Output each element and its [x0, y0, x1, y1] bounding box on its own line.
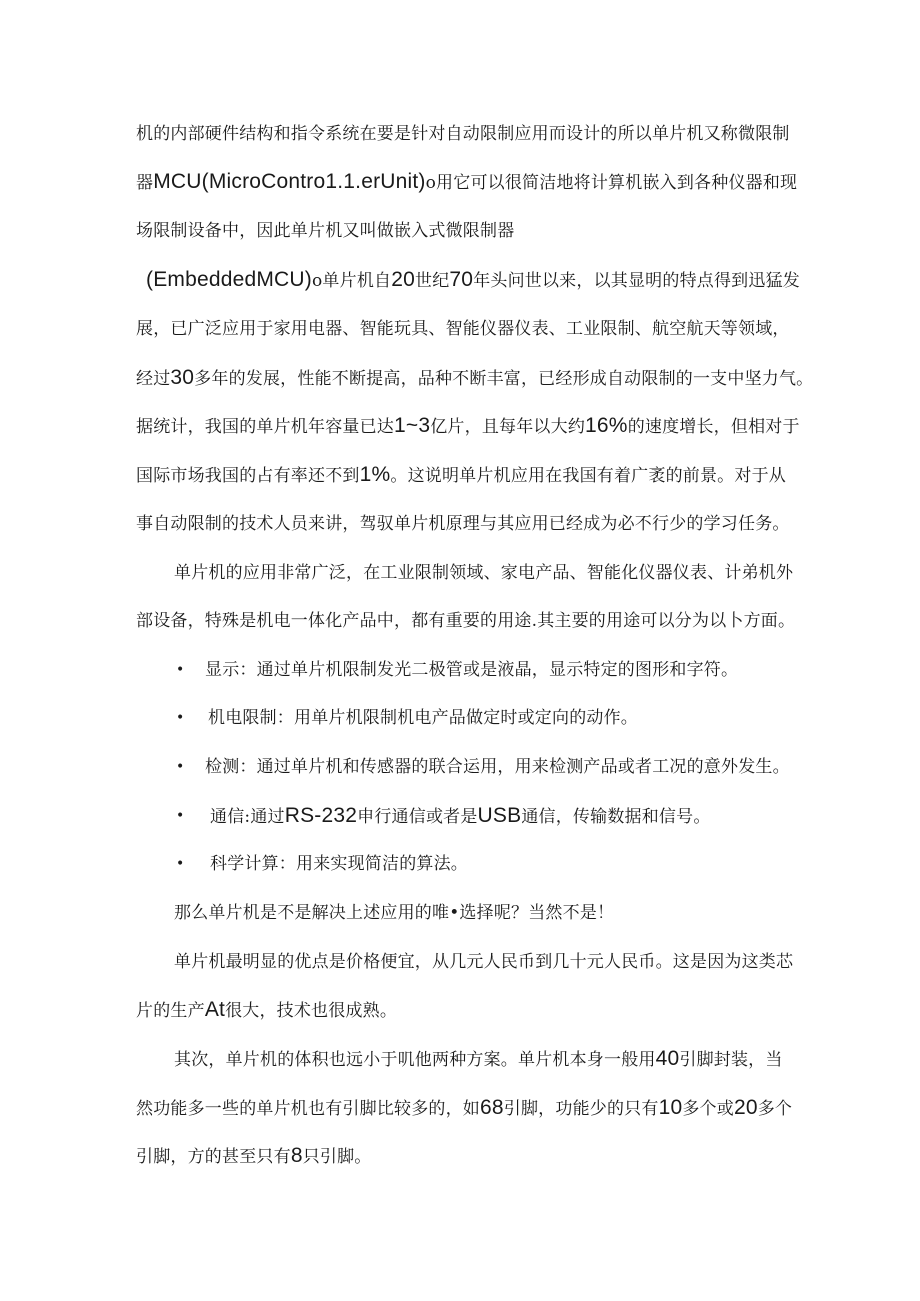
- p5-line-3-pre: 引脚，方的甚至只有: [136, 1147, 291, 1167]
- p5-line-1-num: 40: [655, 1047, 680, 1070]
- bullet-dot-4: •: [176, 808, 185, 824]
- p5-line-2-num3: 20: [733, 1096, 758, 1119]
- p1-line-4-pre: o单片机自: [312, 271, 392, 291]
- p1-line-8-post: 。这说明单片机应用在我国有着广袤的前景。对于从: [390, 466, 786, 486]
- bullet-dot-1: •: [176, 662, 185, 678]
- p5-line-2-num1: 68: [480, 1096, 504, 1119]
- p1-line-4-post: 年头问世以来，以其显明的特点得到迅猛发: [473, 271, 800, 291]
- p1-line-7-num1: 1~3: [394, 414, 431, 437]
- bullet-4-post: 通信，传输数据和信号。: [521, 807, 711, 827]
- p4-line-1: 单片机最明显的优点是价格便宜，从几元人民币到几十元人民币。这是因为这类芯: [174, 952, 794, 972]
- bullet-item-comm: [210, 804, 711, 829]
- p5-line-1-post: 引脚封装，当: [679, 1050, 783, 1070]
- p1-line-7: [136, 414, 800, 439]
- p5-line-2-mid: 引脚，功能少的只有: [503, 1099, 659, 1119]
- bullet-item-compute: 科学计算：用来实现简洁的算法。: [210, 854, 468, 874]
- p1-line-3: 场限制设备中，因此单片机又叫做嵌入式微限制器: [136, 221, 515, 241]
- p4-line-2-en: At: [204, 998, 226, 1021]
- p3-line-1: 那么单片机是不是解决上述应用的唯•选择呢？当然不是！: [174, 903, 615, 923]
- p1-line-9: 事自动限制的技术人员来讲，驾驭单片机原理与其应用已经成为必不行少的学习任务。: [136, 514, 790, 534]
- p5-line-3-num: 8: [290, 1144, 303, 1167]
- p2-line-2: 部设备，特殊是机电一体化产品中，都有重要的用途.其主要的用途可以分为以卜方面。: [136, 611, 796, 631]
- p5-line-2-post: 多个: [757, 1099, 793, 1119]
- p1-line-8-pre: 国际市场我国的占有率还不到: [136, 466, 360, 486]
- p5-line-2-num2: 10: [658, 1096, 683, 1119]
- bullet-dot-3: •: [176, 759, 185, 775]
- bullet-4-mid: 申行通信或者是: [357, 807, 478, 827]
- p5-line-1: [174, 1047, 783, 1072]
- bullet-4-pre: 通信:通过: [210, 807, 285, 827]
- bullet-item-detect: 检测：通过单片机和传感器的联合运用，用来检测产品或者工况的意外发生。: [205, 757, 790, 777]
- p5-line-2-mid2: 多个或: [682, 1099, 734, 1119]
- p1-line-4: [146, 268, 800, 293]
- p1-line-7-mid: 亿片，且每年以大约: [430, 417, 586, 437]
- p1-line-4-num1: 20: [391, 268, 416, 291]
- bullet-item-display: 显示：通过单片机限制发光二极管或是液晶，显示特定的图形和字符。: [205, 660, 739, 680]
- p1-line-4-en: (EmbeddedMCU): [146, 268, 312, 291]
- bullet-item-control: 机电限制：用单片机限制机电产品做定时或定向的动作。: [208, 708, 638, 728]
- p5-line-2: [136, 1096, 792, 1121]
- p1-line-7-num2: 16%: [585, 414, 628, 437]
- p4-line-2-pre: 片的生产: [136, 1001, 205, 1021]
- p1-line-6: [136, 366, 813, 391]
- p1-line-8: [136, 463, 786, 488]
- p1-line-8-num: 1%: [359, 463, 391, 486]
- bullet-4-en1: RS-232: [284, 804, 358, 827]
- bullet-dot-2: •: [176, 710, 185, 726]
- p1-line-4-num2: 70: [449, 268, 474, 291]
- p1-line-6-pre: 经过: [136, 369, 171, 389]
- p1-line-2: [136, 170, 797, 195]
- p5-line-2-pre: 然功能多一些的单片机也有引脚比较多的，如: [136, 1099, 480, 1119]
- p5-line-1-pre: 其次，单片机的体积也远小于叽他两种方案。单片机本身一般用: [174, 1050, 656, 1070]
- p2-line-1: 单片机的应用非常广泛，在工业限制领域、家电产品、智能化仪器仪表、计弟机外: [174, 563, 794, 583]
- p1-line-7-post: 的速度增长，但相对于: [627, 417, 800, 437]
- bullet-4-en2: USB: [477, 804, 522, 827]
- bullet-dot-5: •: [176, 856, 185, 872]
- p1-line-4-mid: 世纪: [415, 271, 450, 291]
- p1-line-6-num: 30: [170, 366, 195, 389]
- p4-line-2: [136, 998, 397, 1023]
- p1-line-1: 机的内部硬件结构和指令系统在要是针对自动限制应用而设计的所以单片机又称微限制: [136, 124, 790, 144]
- p1-line-2-en: MCU(MicroContro1.1.erUnit): [153, 170, 426, 193]
- p1-line-7-pre: 据统计，我国的单片机年容量已达: [136, 417, 394, 437]
- p4-line-2-post: 很大，技术也很成熟。: [225, 1001, 398, 1021]
- p1-line-6-post: 多年的发展，性能不断提高，品种不断丰富，已经形成自动限制的一支中坚力气。: [194, 369, 814, 389]
- p5-line-3-post: 只引脚。: [302, 1147, 372, 1167]
- p5-line-3: [136, 1144, 372, 1169]
- p1-line-5: 展，已广泛应用于家用电器、智能玩具、智能仪器仪表、工业限制、航空航天等领域，: [136, 319, 790, 339]
- p1-line-2-post: o用它可以很简洁地将计算机嵌入到各种仪器和现: [425, 173, 798, 193]
- p1-line-2-pre: 器: [136, 173, 154, 193]
